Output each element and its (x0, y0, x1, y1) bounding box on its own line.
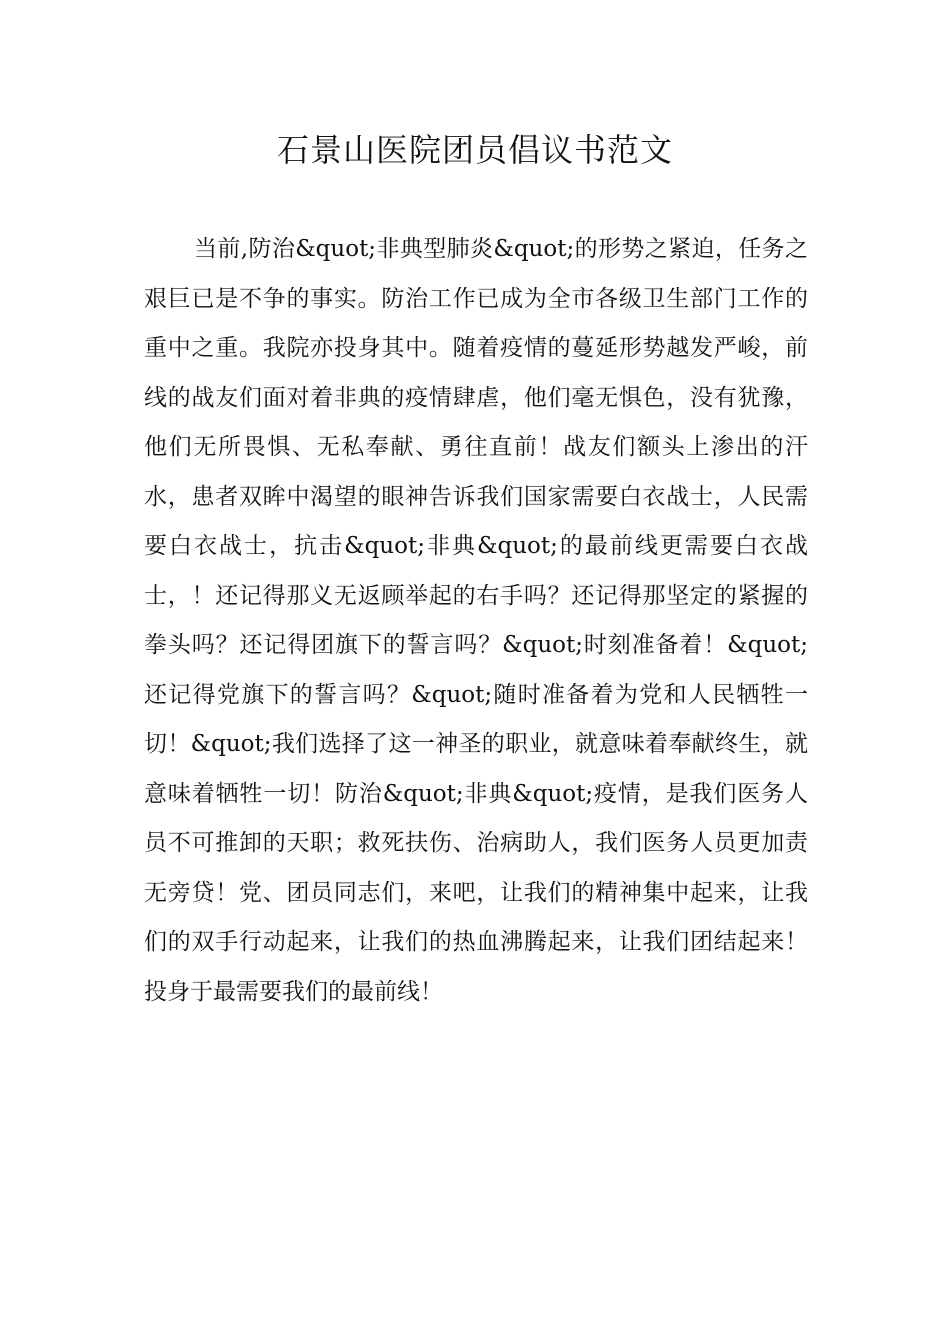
document-body-paragraph: 当前,防治&quot;非典型肺炎&quot;的形势之紧迫，任务之艰巨已是不争的事实。防治工作已成为全市各级卫生部门工作的重中之重。我院亦投身其中。随着疫情的蔓延形势越发严峻，前线的战友们面对着非典的疫情肆虐，他们毫无惧色，没有犹豫，他们无所畏惧、无私奉献、勇往直前！战友们额头上渗出的汗水，患者双眸中渴望的眼神告诉我们国家需要白衣战士，人民需要白衣战士，抗击&quot;非典&quot;的最前线更需要白衣战士，！还记得那义无返顾举起的右手吗？还记得那坚定的紧握的拳头吗？还记得团旗下的誓言吗？&quot;时刻准备着！&quot;还记得党旗下的誓言吗？&quot;随时准备着为党和人民牺牲一切！&quot;我们选择了这一神圣的职业，就意味着奉献终生，就意味着牺牲一切！防治&quot;非典&quot;疫情，是我们医务人员不可推卸的天职；救死扶伤、治病助人，我们医务人员更加责无旁贷！党、团员同志们，来吧，让我们的精神集中起来，让我们的双手行动起来，让我们的热血沸腾起来，让我们团结起来！投身于最需要我们的最前线！ (144, 236, 808, 1005)
document-title: 石景山医院团员倡议书范文 (276, 131, 673, 169)
